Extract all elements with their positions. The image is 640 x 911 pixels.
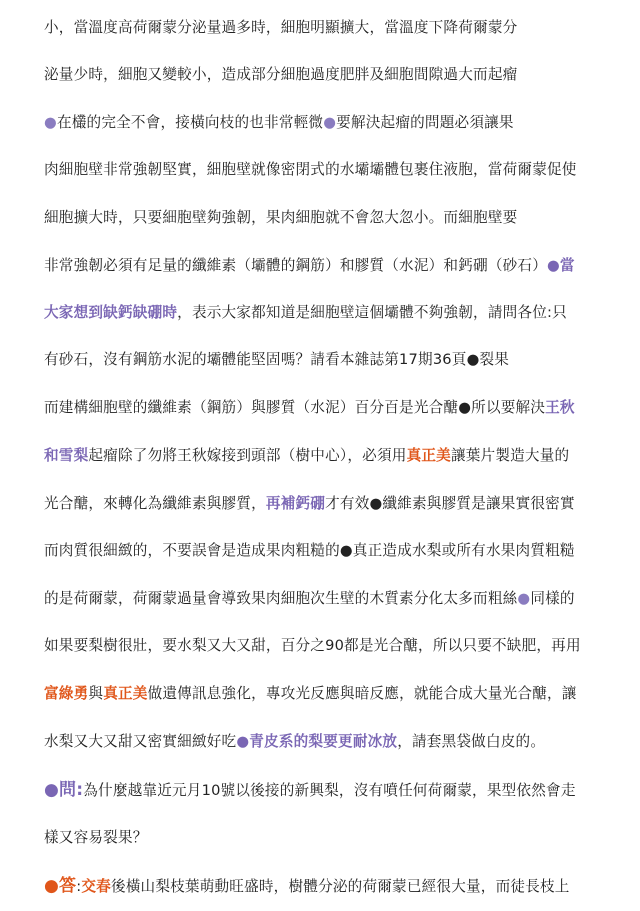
text-line [44,160,577,180]
text-line [44,256,575,276]
text-segment: ，請套黑袋做白皮的。 [397,733,546,750]
text-segment: 泌量少時，細胞又變較小，造成部分細胞過度肥胖及細胞間隙過大而起瘤 [44,66,518,83]
highlight-text: 和雪梨 [44,447,89,464]
text-segment: : [76,878,82,895]
text-segment: 讓葉片製造大量的 [450,447,570,464]
highlight-text: 大家想到缺鈣缺硼時 [44,304,178,321]
text-segment: 而建構細胞壁的纖維素（鋼筋）與膠質（水泥）百分百是光合醣●所以要解決 [44,399,546,416]
text-segment: 肉細胞壁非常強韌堅實，細胞壁就像密閉式的水壩壩體包裹住液胞，當荷爾蒙促使 [44,161,577,178]
text-segment: 而肉質很細緻的，不要誤會是造成果肉粗糙的●真正造成水梨或所有水果肉質粗糙 [44,542,575,559]
text-segment: 後橫山梨枝葉萌動旺盛時，樹體分泌的荷爾蒙已經很大量，而徒長枝上 [110,878,570,895]
text-segment: 小，當溫度高荷爾蒙分泌量過多時，細胞明顯擴大，當溫度下降荷爾蒙分 [44,19,518,36]
text-line [44,684,577,704]
text-line [44,780,576,801]
text-segment: ，表示大家都知道是細胞壁這個壩體不夠強韌，請問各位:只 [177,304,567,321]
text-segment: 水梨又大又甜又密實細緻好吃 [44,733,237,750]
text-segment: 樣又容易裂果？ [44,829,148,846]
text-segment: 才有效●纖維素與膠質是讓果實很密實 [325,495,575,512]
highlight-text: 交春 [81,878,111,895]
highlight-text: 真正美 [406,447,451,464]
text-line [44,589,575,609]
highlight-text: 富綠勇 [44,685,89,702]
text-segment: 在欉的完全不會，接橫向枝的也非常輕微 [56,114,324,131]
text-segment: 做遺傳訊息強化，專攻光反應與暗反應，就能合成大量光合醣，讓 [147,685,577,702]
bullet-icon: ● [517,590,531,607]
text-line [44,208,517,228]
text-segment: 非常強韌必須有足量的纖維素（壩體的鋼筋）和膠質（水泥）和鈣硼（砂石） [44,257,547,274]
text-segment: 同樣的 [530,590,575,607]
text-segment: 為什麼越靠近元月10號以後接的新興梨，沒有噴任何荷爾蒙，果型依然會走 [83,782,576,799]
bullet-icon: ● [44,114,57,131]
highlight-text: ●青皮系的梨要更耐冰放 [236,733,398,750]
text-segment: 細胞擴大時，只要細胞壁夠強韌，果肉細胞就不會忽大忽小。而細胞壁要 [44,209,518,226]
text-line [44,65,517,85]
text-line [44,303,567,323]
bullet-icon: ● [323,114,337,131]
text-line [44,828,148,848]
text-line [44,398,575,418]
text-line [44,113,514,133]
highlight-text: ●當 [547,257,575,274]
text-segment: 有砂石，沒有鋼筋水泥的壩體能堅固嗎？請看本雜誌第17期36頁●裂果 [44,351,510,368]
text-line [44,876,570,897]
text-line [44,446,569,466]
text-line [44,350,509,370]
highlight-text: 再補鈣硼 [265,495,326,512]
text-segment: 起瘤除了勿將王秋嫁接到頭部（樹中心），必須用 [88,447,407,464]
text-segment: 與 [88,685,104,702]
text-line [44,494,575,514]
highlight-text: ●答 [44,876,77,896]
highlight-text: ●問: [44,780,84,800]
text-line [44,732,545,752]
text-segment: 如果要梨樹很壯，要水梨又大又甜，百分之90都是光合醣，所以只要不缺肥，再用 [44,637,581,654]
text-line [44,18,517,38]
highlight-text: 王秋 [545,399,575,416]
text-segment: 的是荷爾蒙，荷爾蒙過量會導致果肉細胞次生壁的木質素分化太多而粗絲 [44,590,518,607]
text-line [44,636,581,656]
text-segment: 要解決起瘤的問題必須讓果 [336,114,514,131]
text-line [44,541,575,561]
text-segment: 光合醣，來轉化為纖維素與膠質， [44,495,266,512]
highlight-text: 真正美 [103,685,148,702]
